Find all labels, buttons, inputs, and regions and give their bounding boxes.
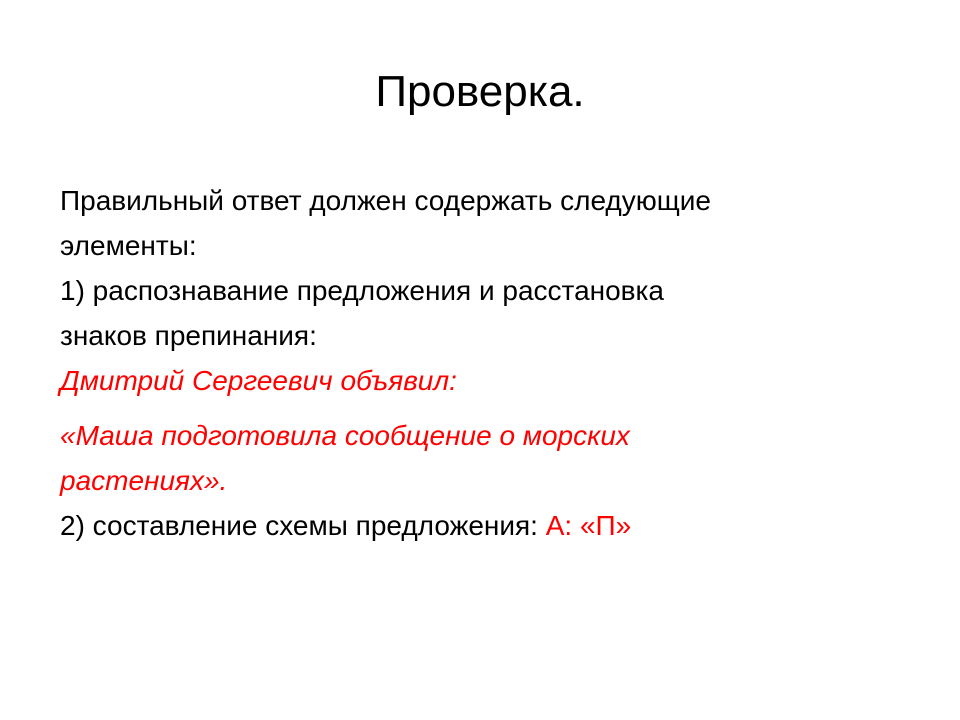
item-2-line xyxy=(60,503,920,548)
slide-title: Проверка. xyxy=(375,67,585,116)
item-2-text: 2) составление схемы предложения: xyxy=(60,510,538,541)
item-1-line-1: 1) распознавание предложения и расстановка xyxy=(60,275,664,306)
item-1-line-2: знаков препинания: xyxy=(60,320,317,351)
quote-line-1: «Маша подготовила сообщение о морских xyxy=(60,420,630,451)
quote-paragraph xyxy=(60,413,920,548)
intro-line-2: элементы: xyxy=(60,230,197,261)
intro-line-1: Правильный ответ должен содержать следующие xyxy=(60,185,711,216)
slide-body xyxy=(60,178,920,548)
quote-line-2: растениях». xyxy=(60,465,228,496)
quote-author-line: Дмитрий Сергеевич объявил: xyxy=(60,365,457,396)
sentence-scheme: А: «П» xyxy=(545,510,632,541)
intro-paragraph xyxy=(60,178,920,403)
